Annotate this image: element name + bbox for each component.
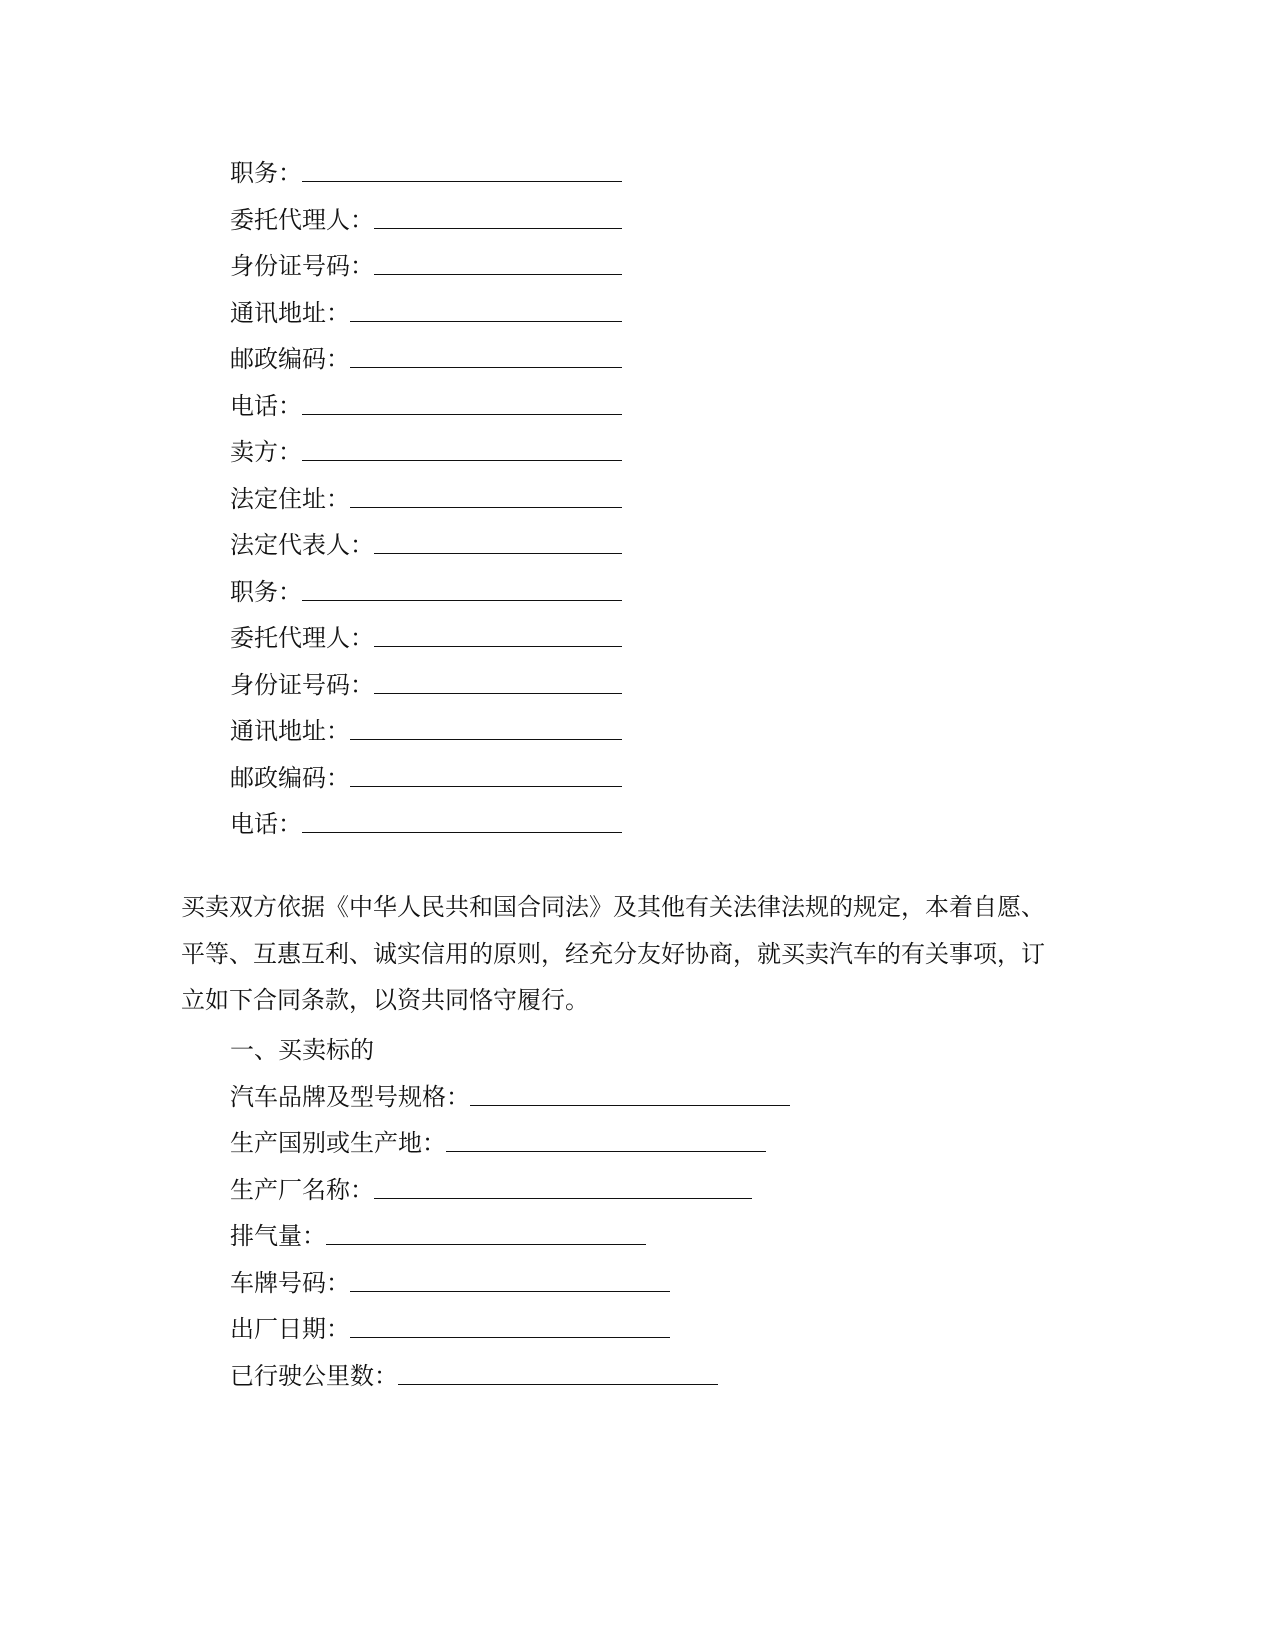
- manufacture-date-field: [0, 1306, 1275, 1353]
- field-label: 委托代理人：: [230, 624, 374, 652]
- fill-in-blank[interactable]: [398, 1353, 718, 1385]
- field-label: 电话：: [230, 391, 302, 420]
- preamble-paragraph: [181, 884, 1061, 1024]
- fill-in-blank[interactable]: [350, 755, 622, 787]
- field-label: 身份证号码：: [230, 252, 374, 280]
- seller-address-field: [0, 476, 1275, 523]
- buyer-agent-field: [0, 197, 1275, 244]
- field-label: 法定住址：: [230, 484, 350, 513]
- fill-in-blank[interactable]: [374, 243, 622, 275]
- fill-in-blank[interactable]: [374, 615, 622, 647]
- field-label: 汽车品牌及型号规格：: [230, 1082, 470, 1111]
- plate-number-field: [0, 1260, 1275, 1307]
- field-label: 生产国别或生产地：: [230, 1129, 446, 1157]
- fill-in-blank[interactable]: [374, 197, 622, 229]
- preamble-line: 立如下合同条款，以资共同恪守履行。: [181, 986, 589, 1014]
- fill-in-blank[interactable]: [326, 1213, 646, 1245]
- party-info-fields: [0, 150, 1275, 848]
- fill-in-blank[interactable]: [302, 150, 622, 182]
- manufacturer-field: [0, 1167, 1275, 1214]
- fill-in-blank[interactable]: [350, 336, 622, 368]
- fill-in-blank[interactable]: [350, 1260, 670, 1292]
- mileage-field: [0, 1353, 1275, 1400]
- field-label: 邮政编码：: [230, 345, 350, 373]
- seller-id-number-field: [0, 662, 1275, 709]
- preamble-line: 买卖双方依据《中华人民共和国合同法》及其他有关法律法规的规定，本着自愿、: [181, 893, 1045, 921]
- fill-in-blank[interactable]: [350, 290, 622, 322]
- field-label: 身份证号码：: [230, 670, 374, 699]
- fill-in-blank[interactable]: [470, 1074, 790, 1106]
- seller-phone-field: [0, 801, 1275, 848]
- buyer-address-field: [0, 290, 1275, 337]
- field-label: 通讯地址：: [230, 717, 350, 745]
- buyer-id-number-field: [0, 243, 1275, 290]
- fill-in-blank[interactable]: [302, 801, 622, 833]
- fill-in-blank[interactable]: [374, 662, 622, 694]
- fill-in-blank[interactable]: [446, 1120, 766, 1152]
- fill-in-blank[interactable]: [350, 1306, 670, 1338]
- fill-in-blank[interactable]: [302, 569, 622, 601]
- heading-text: 一、买卖标的: [230, 1036, 374, 1064]
- section-subject-of-sale: [0, 1027, 1275, 1399]
- field-label: 生产厂名称：: [230, 1175, 374, 1204]
- field-label: 排气量：: [230, 1222, 326, 1250]
- car-model-field: [0, 1074, 1275, 1121]
- fill-in-blank[interactable]: [302, 383, 622, 415]
- seller-agent-field: [0, 615, 1275, 662]
- displacement-field: [0, 1213, 1275, 1260]
- field-label: 职务：: [230, 159, 302, 187]
- seller-address-field: [0, 708, 1275, 755]
- fill-in-blank[interactable]: [350, 708, 622, 740]
- field-label: 出厂日期：: [230, 1315, 350, 1343]
- field-label: 职务：: [230, 577, 302, 606]
- fill-in-blank[interactable]: [374, 522, 622, 554]
- fill-in-blank[interactable]: [350, 476, 622, 508]
- seller-legal-rep-field: [0, 522, 1275, 569]
- field-label: 委托代理人：: [230, 205, 374, 234]
- seller-field: [0, 429, 1275, 476]
- field-label: 法定代表人：: [230, 531, 374, 559]
- buyer-position-field: [0, 150, 1275, 197]
- seller-position-field: [0, 569, 1275, 616]
- field-label: 车牌号码：: [230, 1268, 350, 1297]
- field-label: 已行驶公里数：: [230, 1361, 398, 1390]
- buyer-phone-field: [0, 383, 1275, 430]
- fill-in-blank[interactable]: [374, 1167, 752, 1199]
- seller-postcode-field: [0, 755, 1275, 802]
- preamble-line: 平等、互惠互利、诚实信用的原则，经充分友好协商，就买卖汽车的有关事项，订: [181, 939, 1045, 968]
- buyer-postcode-field: [0, 336, 1275, 383]
- section-heading: [0, 1027, 1275, 1074]
- car-origin-field: [0, 1120, 1275, 1167]
- field-label: 电话：: [230, 810, 302, 838]
- field-label: 通讯地址：: [230, 298, 350, 327]
- field-label: 邮政编码：: [230, 763, 350, 792]
- field-label: 卖方：: [230, 438, 302, 466]
- fill-in-blank[interactable]: [302, 429, 622, 461]
